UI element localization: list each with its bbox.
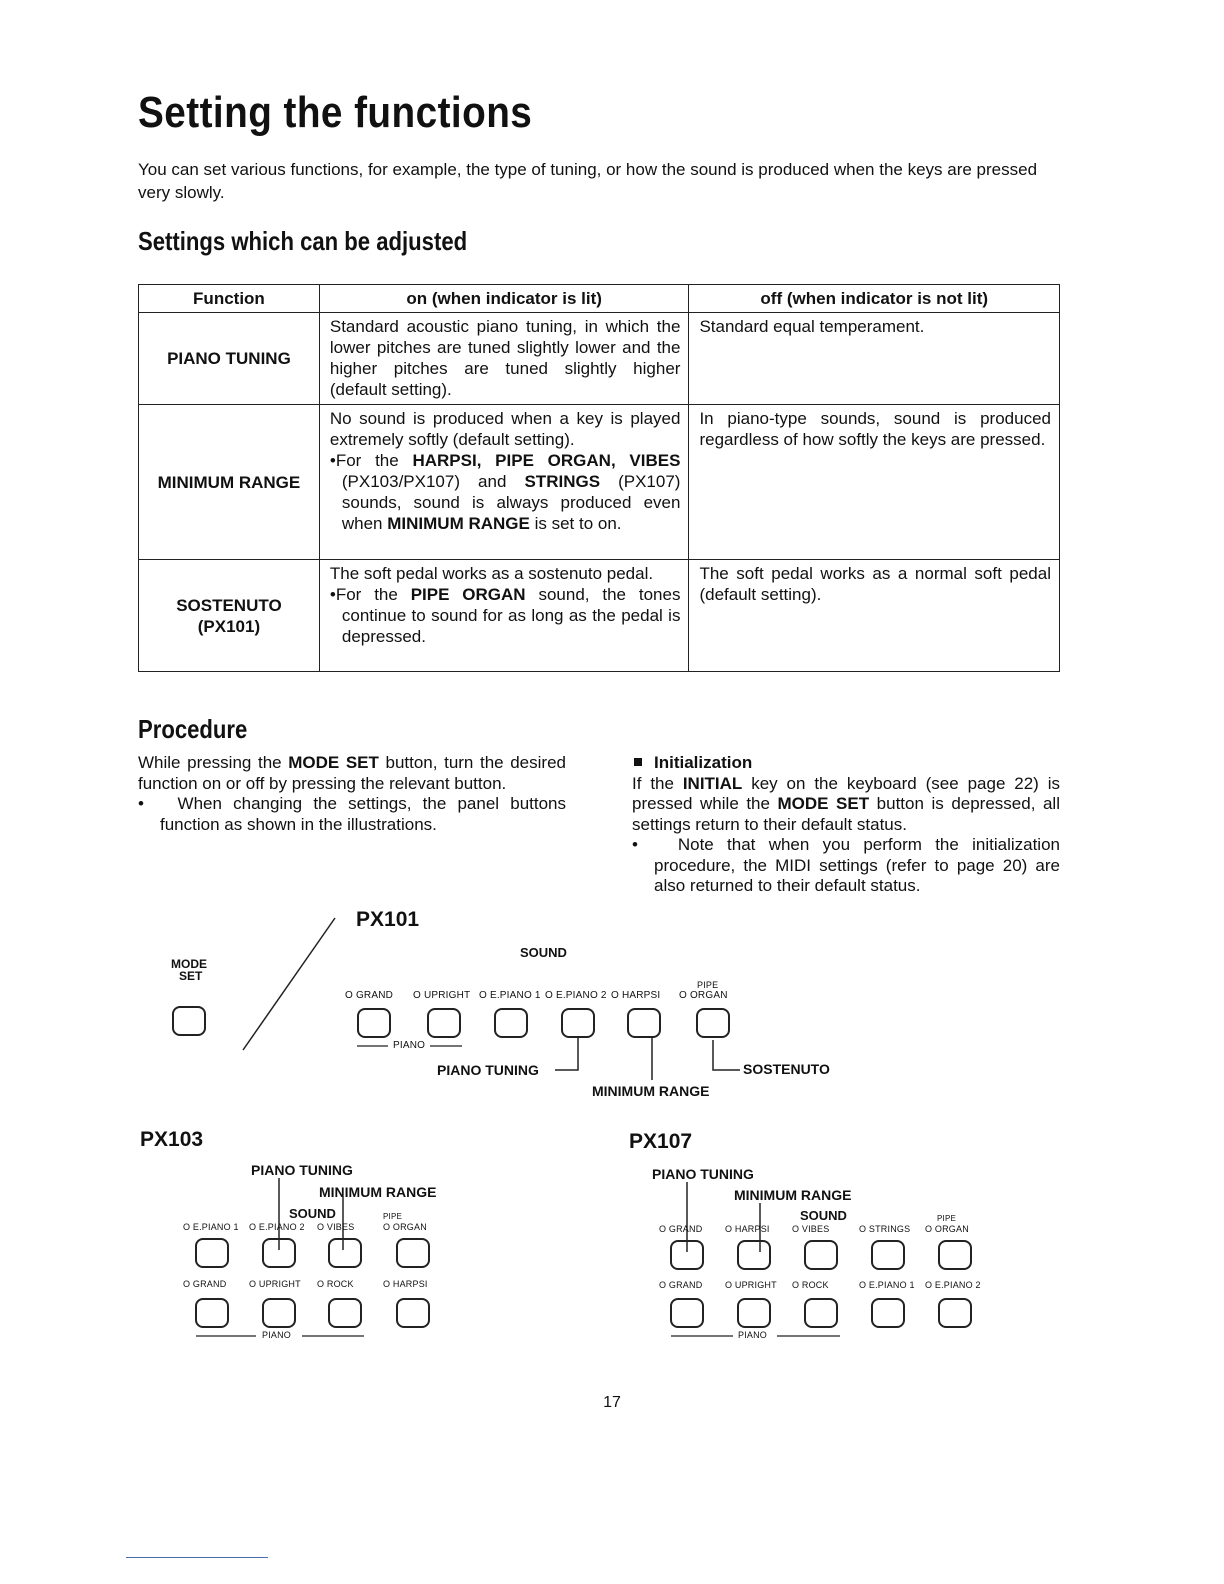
px103-minimum-range-label: MINIMUM RANGE (319, 1184, 437, 1200)
px101-btn-label: O HARPSI (611, 990, 661, 1001)
px107-btn-label: O E.PIANO 1 (859, 1280, 915, 1290)
function-name-main: SOSTENUTO (176, 595, 282, 615)
px107-sound-label: SOUND (800, 1208, 847, 1223)
px103-btn-label: O ROCK (317, 1279, 354, 1289)
px101-btn-label: O E.PIANO 1 (479, 990, 541, 1001)
header-on: on (when indicator is lit) (319, 285, 689, 313)
px107-grand2-button[interactable] (670, 1298, 704, 1328)
bottom-rule (126, 1557, 268, 1558)
px103-piano-tuning-label: PIANO TUNING (251, 1162, 353, 1178)
px107-epiano1-button[interactable] (871, 1298, 905, 1328)
px101-btn-label: O GRAND (345, 990, 394, 1001)
procedure-paragraph: While pressing the MODE SET button, turn the desired function on or off by pressing the relevant button. (138, 753, 566, 793)
px107-btn-label: O GRAND (659, 1224, 703, 1234)
px103-btn-label: O E.PIANO 1 (183, 1222, 239, 1232)
page-number: 17 (603, 1394, 621, 1411)
initialization-paragraph: If the INITIAL key on the keyboard (see page 22) is pressed while the MODE SET button is depressed, all settings return to their default status. (632, 773, 1060, 834)
px107-piano-tuning-label: PIANO TUNING (652, 1166, 754, 1182)
px107-strings-button[interactable] (871, 1240, 905, 1270)
px103-btn-label: O ORGAN (383, 1222, 427, 1232)
function-name: MINIMUM RANGE (139, 405, 320, 560)
px107-model-label: PX107 (629, 1130, 693, 1153)
page-title: Setting the functions (138, 88, 533, 137)
px107-rock-button[interactable] (804, 1298, 838, 1328)
px103-pipe-label: PIPE (383, 1212, 403, 1221)
px107-btn-label: O ORGAN (925, 1224, 969, 1234)
px107-btn-label: O STRINGS (859, 1224, 911, 1234)
off-description: Standard equal temperament. (689, 313, 1060, 405)
px101-model-label: PX101 (356, 908, 420, 931)
px107-pipe-label: PIPE (937, 1214, 957, 1223)
px101-btn-label: O E.PIANO 2 (545, 990, 607, 1001)
function-name: PIANO TUNING (139, 313, 320, 405)
px103-sound-label: SOUND (289, 1206, 336, 1221)
off-description: The soft pedal works as a normal soft pedal (default setting). (689, 560, 1060, 672)
px103-btn-label: O E.PIANO 2 (249, 1222, 305, 1232)
px101-sostenuto-label: SOSTENUTO (743, 1061, 830, 1077)
px107-organ-button[interactable] (938, 1240, 972, 1270)
off-description: In piano-type sounds, sound is produced regardless of how softly the keys are pressed. (689, 405, 1060, 560)
px101-sound-label: SOUND (520, 945, 567, 960)
function-name-sub: (PX101) (197, 616, 261, 636)
px103-piano-bracket-label: PIANO (262, 1330, 292, 1340)
px107-minimum-range-label: MINIMUM RANGE (734, 1187, 852, 1203)
px107-grand-button[interactable] (670, 1240, 704, 1270)
px107-upright-button[interactable] (737, 1298, 771, 1328)
px107-epiano2-button[interactable] (938, 1298, 972, 1328)
px103-model-label: PX103 (140, 1128, 204, 1151)
px107-harpsi-button[interactable] (737, 1240, 771, 1270)
px103-btn-label: O UPRIGHT (249, 1279, 301, 1289)
header-function: Function (139, 285, 320, 313)
px107-vibes-button[interactable] (804, 1240, 838, 1270)
px107-btn-label: O UPRIGHT (725, 1280, 777, 1290)
px101-btn-label: O ORGAN (679, 990, 728, 1001)
mode-set-label: MODE SET (171, 957, 207, 983)
px107-piano-bracket-label: PIANO (738, 1330, 768, 1340)
on-description: Standard acoustic piano tuning, in which the lower pitches are tuned slightly lower and the higher pitches are tuned slightly higher (default setting). (319, 313, 689, 405)
header-off: off (when indicator is not lit) (689, 285, 1060, 313)
px103-btn-label: O HARPSI (383, 1279, 428, 1289)
px107-btn-label: O VIBES (792, 1224, 830, 1234)
px101-piano-tuning-label: PIANO TUNING (437, 1062, 539, 1078)
px103-btn-label: O VIBES (317, 1222, 355, 1232)
procedure-heading: Procedure (138, 714, 248, 744)
initialization-bullet: • Note that when you perform the initialization procedure, the MIDI settings (refer to page 20) are also returned to their default status. (632, 835, 1060, 895)
px103-btn-label: O GRAND (183, 1279, 227, 1289)
on-text: No sound is produced when a key is played extremely softly (default setting). (329, 409, 681, 449)
px101-minimum-range-label: MINIMUM RANGE (592, 1083, 710, 1099)
intro-text: You can set various functions, for example, the type of tuning, or how the sound is produced when the keys are pressed very slowly. (138, 160, 1038, 202)
on-text: The soft pedal works as a sostenuto pedal. (329, 564, 654, 583)
settings-heading: Settings which can be adjusted (138, 226, 468, 256)
px101-piano-bracket-label: PIANO (393, 1040, 426, 1051)
px107-btn-label: O ROCK (792, 1280, 829, 1290)
on-bullet: •For the PIPE ORGAN sound, the tones continue to sound for as long as the pedal is depressed. (329, 585, 681, 646)
initialization-heading: Initialization (632, 753, 1060, 774)
px107-btn-label: O HARPSI (725, 1224, 770, 1234)
procedure-bullet: • When changing the settings, the panel buttons function as shown in the illustrations. (138, 794, 567, 834)
px101-pipe-label: PIPE (697, 980, 719, 990)
on-bullet: •For the HARPSI, PIPE ORGAN, VIBES (PX103/PX107) and STRINGS (PX107) sounds, sound is always produced even when MINIMUM RANGE is set to on. (329, 451, 681, 533)
px107-btn-label: O GRAND (659, 1280, 703, 1290)
px107-btn-label: O E.PIANO 2 (925, 1280, 981, 1290)
px101-btn-label: O UPRIGHT (413, 990, 471, 1001)
